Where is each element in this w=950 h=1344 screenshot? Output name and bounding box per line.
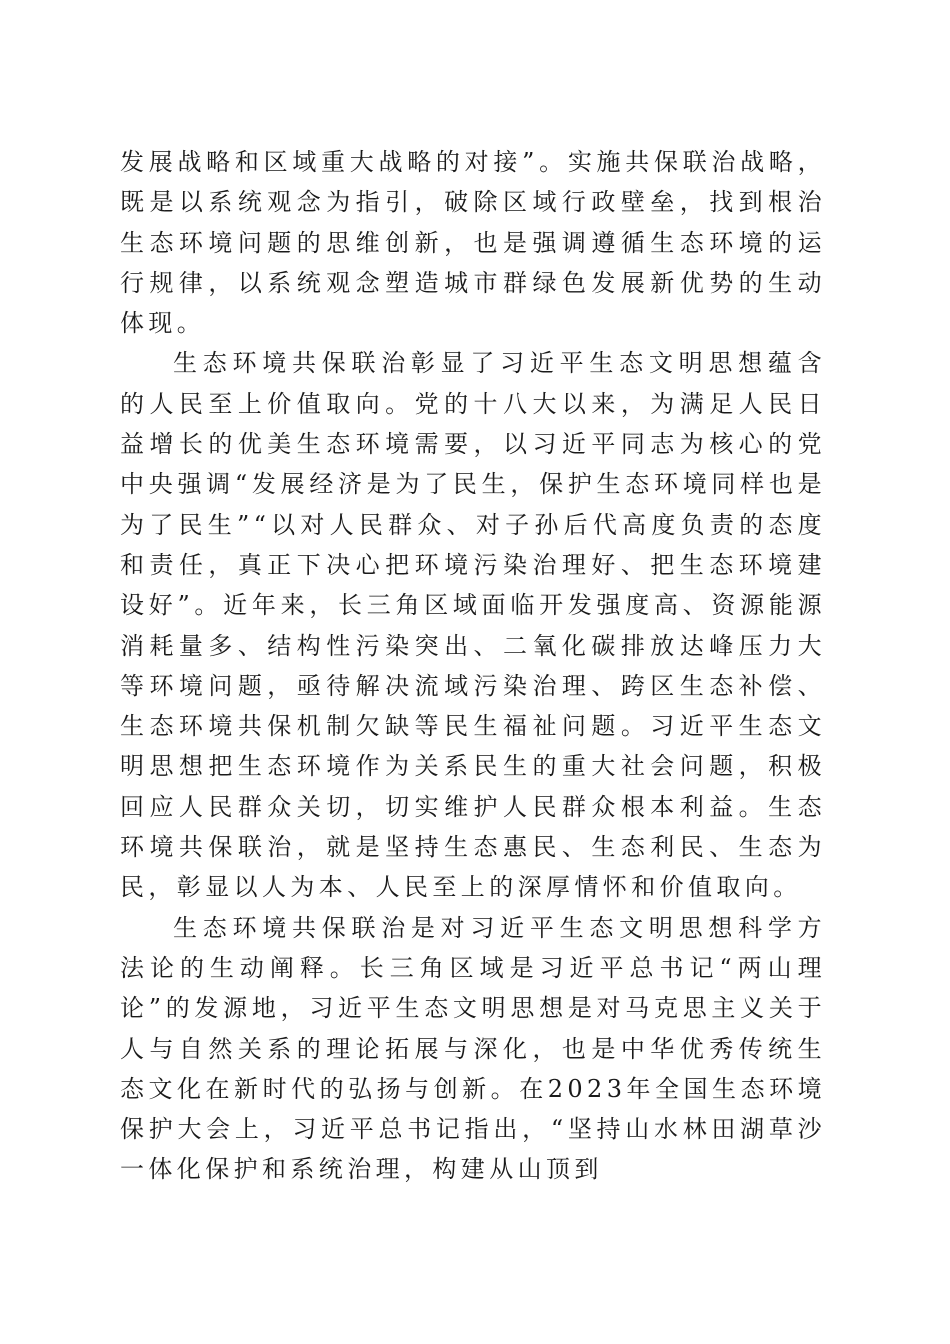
paragraph-3: 生态环境共保联治是对习近平生态文明思想科学方法论的生动阐释。长三角区域是习近平总书记“两山理论”的发源地，习近平生态文明思想是对马克思主义关于人与自然关系的理论拓展与深化，也是中华优秀传统生态文化在新时代的弘扬与创新。在2023年全国生态环境保护大会上，习近平总书记指出，“坚持山水林田湖草沙一体化保护和系统治理，构建从山顶到 [120,913,826,1184]
document-body [120,142,826,1190]
paragraph-1: 发展战略和区域重大战略的对接”。实施共保联治战略，既是以系统观念为指引，破除区域行政壁垒，找到根治生态环境问题的思维创新，也是强调遵循生态环境的运行规律，以系统观念塑造城市群绿色发展新优势的生动体现。 [120,148,826,338]
paragraph-2: 生态环境共保联治彰显了习近平生态文明思想蕴含的人民至上价值取向。党的十八大以来，为满足人民日益增长的优美生态环境需要，以习近平同志为核心的党中央强调“发展经济是为了民生，保护生态环境同样也是为了民生”“以对人民群众、对子孙后代高度负责的态度和责任，真正下决心把环境污染治理好、把生态环境建设好”。近年来，长三角区域面临开发强度高、资源能源消耗量多、结构性污染突出、二氧化碳排放达峰压力大等环境问题，亟待解决流域污染治理、跨区生态补偿、生态环境共保机制欠缺等民生福祉问题。习近平生态文明思想把生态环境作为关系民生的重大社会问题，积极回应人民群众关切，切实维护人民群众根本利益。生态环境共保联治，就是坚持生态惠民、生态利民、生态为民，彰显以人为本、人民至上的深厚情怀和价值取向。 [120,349,826,902]
